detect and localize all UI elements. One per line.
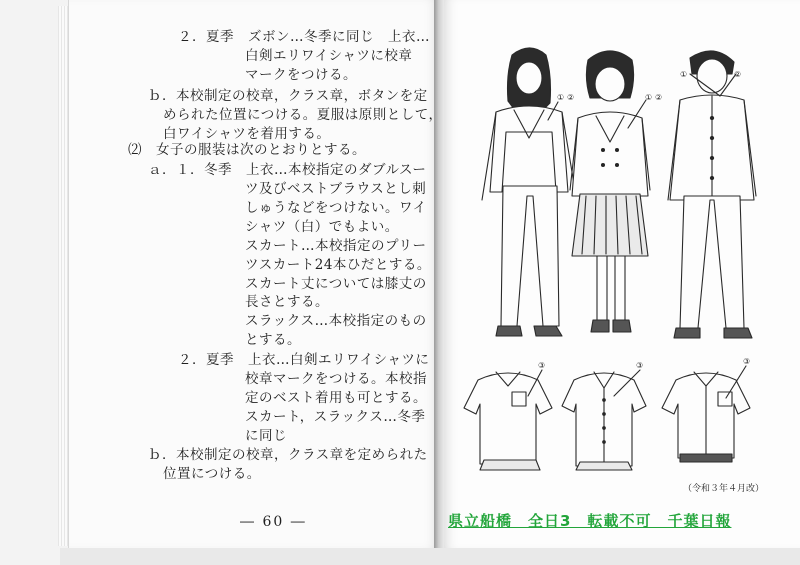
text-line: 白剣エリワイシャツに校章 bbox=[245, 48, 413, 64]
uniform-illustration bbox=[455, 30, 775, 500]
text-line: 校章マークをつける。本校指 bbox=[245, 371, 427, 387]
marker-2: ② bbox=[655, 93, 663, 102]
figure-boy bbox=[668, 51, 756, 338]
text-line: ⑵ 女子の服装は次のとおりとする。 bbox=[128, 142, 366, 158]
text-line: ｂ．本校制定の校章，クラス章，ボタンを定 bbox=[148, 88, 428, 104]
text-line: スカート…本校指定のプリー bbox=[245, 238, 427, 254]
text-line: シャツ（白）でもよい。 bbox=[245, 219, 399, 235]
marker-2: ② bbox=[567, 93, 575, 102]
marker-1: ① bbox=[557, 93, 565, 102]
copyright-watermark: 県立船橋 全日3 転載不可 千葉日報 bbox=[448, 512, 732, 530]
marker-3: ③ bbox=[636, 361, 644, 370]
revision-caption: （令和３年４月改） bbox=[683, 484, 765, 494]
text-line: められた位置につける。夏服は原則として， bbox=[163, 107, 443, 123]
text-line: 白ワイシャツを着用する。 bbox=[163, 126, 331, 142]
bottom-shadow bbox=[60, 548, 800, 565]
summer-shirt-2 bbox=[562, 372, 646, 470]
marker-3: ③ bbox=[743, 357, 751, 366]
text-line: 位置につける。 bbox=[163, 466, 261, 482]
text-line: マークをつける。 bbox=[245, 67, 357, 83]
text-line: ｂ．本校制定の校章，クラス章を定められた bbox=[148, 447, 428, 463]
text-line: スラックス…本校指定のもの bbox=[245, 313, 427, 329]
marker-3: ③ bbox=[538, 361, 546, 370]
text-line: ２．夏季 ズボン…冬季に同じ 上衣… bbox=[178, 29, 430, 45]
marker-1: ① bbox=[645, 93, 653, 102]
figure-girl-slacks bbox=[482, 48, 576, 336]
text-line: に同じ bbox=[245, 428, 287, 444]
text-line: ２．夏季 上衣…白剣エリワイシャツに bbox=[178, 352, 430, 368]
text-line: ツ及びベストブラウスとし刺 bbox=[245, 181, 427, 197]
summer-shirt-3 bbox=[662, 372, 750, 462]
summer-shirt-1 bbox=[464, 372, 552, 470]
page-number: ― 60 ― bbox=[240, 514, 307, 530]
marker-1: ① bbox=[680, 70, 688, 79]
text-line: しゅうなどをつけない。ワイ bbox=[245, 200, 427, 216]
text-line: スカート丈については膝丈の bbox=[245, 276, 427, 292]
text-line: 定のベスト着用も可とする。 bbox=[245, 390, 427, 406]
text-line: ａ．１．冬季 上衣…本校指定のダブルスー bbox=[148, 162, 427, 178]
text-line: ツスカート24本ひだとする。 bbox=[245, 257, 431, 273]
text-line: とする。 bbox=[245, 332, 301, 348]
text-line: スカート，スラックス…冬季 bbox=[245, 409, 426, 425]
figure-girl-skirt bbox=[570, 51, 653, 332]
text-line: 長さとする。 bbox=[245, 294, 329, 310]
marker-2: ② bbox=[734, 70, 742, 79]
